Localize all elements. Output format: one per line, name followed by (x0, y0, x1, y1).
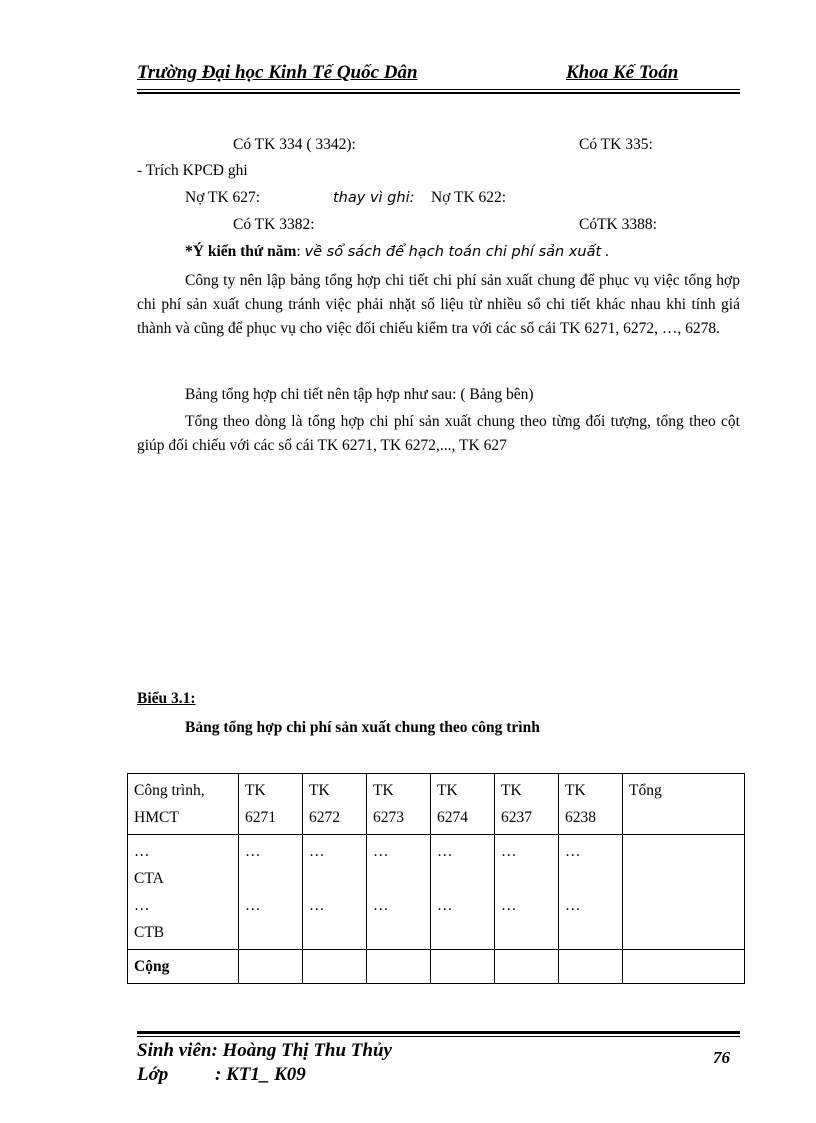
line-no-tk-627: Nợ TK 627: (185, 189, 261, 206)
header-text: TK (501, 782, 522, 799)
header-text: 6271 (245, 809, 276, 826)
page-number: 76 (713, 1048, 730, 1067)
header-cell-tk-6237 (495, 774, 559, 835)
total-cell (623, 950, 745, 984)
body-cell (303, 835, 367, 950)
header-university: Trường Đại học Kinh Tế Quốc Dân (137, 62, 418, 83)
cell-text: … (501, 843, 517, 860)
opinion-end: . (601, 243, 609, 260)
body-cell (367, 835, 431, 950)
table-body-row (128, 835, 745, 950)
header-faculty: Khoa Kế Toán (566, 62, 679, 83)
total-cell (367, 950, 431, 984)
header-text: TK (437, 782, 458, 799)
header-cell-tk-6272 (303, 774, 367, 835)
paragraph-recommendation: Công ty nên lập bảng tổng hợp chi tiết chi phí sản xuất chung để phục vụ việc tổng hợp chi phí sản xuất chung tránh việc phải nhặt số liệu từ nhiều sổ chi tiết khác nhau khi tính giá thành và cũng để phục vụ cho việc đối chiếu kiểm tra với các sổ cái TK 6271, 6272, …, 6278. (137, 272, 740, 337)
table-header-row (128, 774, 745, 835)
body-cell (239, 835, 303, 950)
line-co-tk-3388: CóTK 3388: (579, 216, 657, 233)
header-cell-tk-6273 (367, 774, 431, 835)
header-cell-tk-6238 (559, 774, 623, 835)
header-text: Công trình, (134, 782, 205, 799)
cell-text: … (245, 843, 261, 860)
body-cell-total (623, 835, 745, 950)
header-text: 6273 (373, 809, 404, 826)
total-cell (559, 950, 623, 984)
cell-text: … (373, 897, 389, 914)
body-cell (431, 835, 495, 950)
line-thay-vi-ghi: thay vì ghi: (333, 190, 415, 206)
header-cell-tk-6271 (239, 774, 303, 835)
footer-class (137, 1064, 306, 1086)
footer-class-value: : KT1_ K09 (215, 1064, 306, 1085)
header-text: HMCT (134, 809, 179, 826)
header-text: 6237 (501, 809, 532, 826)
footer-class-label: Lớp (137, 1064, 169, 1085)
opinion-label: *Ý kiến thứ năm (185, 243, 297, 260)
cell-text: … (501, 897, 517, 914)
paragraph-table-intro: Bảng tổng hợp chi tiết nên tập hợp như sau: ( Bảng bên) (185, 386, 534, 403)
cost-summary-table (127, 773, 745, 984)
footer-rule-thick (137, 1031, 740, 1034)
total-cell (431, 950, 495, 984)
cell-text: … (134, 843, 150, 860)
body-cell (559, 835, 623, 950)
cell-text: … (309, 897, 325, 914)
header-rule-thick (137, 92, 740, 94)
cell-text: … (373, 843, 389, 860)
table-title: Bảng tổng hợp chi phí sản xuất chung theo công trình (185, 719, 540, 736)
opinion-text: về sổ sách để hạch toán chi phí sản xuất (304, 244, 602, 260)
header-text: TK (373, 782, 394, 799)
total-cell (495, 950, 559, 984)
header-cell-cong-trinh (128, 774, 239, 835)
cell-text: CTB (134, 924, 165, 941)
opinion-colon: : (296, 243, 305, 260)
cell-text: … (565, 897, 581, 914)
cell-text: … (437, 897, 453, 914)
cell-text: … (437, 843, 453, 860)
total-label: Cộng (128, 950, 239, 984)
header-text: TK (245, 782, 266, 799)
cell-text: … (134, 897, 150, 914)
footer-rule-thin (137, 1036, 740, 1037)
header-text: TK (565, 782, 586, 799)
header-cell-tk-6274 (431, 774, 495, 835)
line-co-tk-334: Có TK 334 ( 3342): (233, 136, 356, 153)
header-text: Tổng (629, 782, 662, 799)
total-cell (303, 950, 367, 984)
cell-text: … (245, 897, 261, 914)
header-cell-tong (623, 774, 745, 835)
header-text: 6274 (437, 809, 468, 826)
cell-text: … (309, 843, 325, 860)
cell-text: … (565, 843, 581, 860)
total-cell (239, 950, 303, 984)
line-co-tk-3382: Có TK 3382: (233, 216, 315, 233)
footer-student: Sinh viên: Hoàng Thị Thu Thủy (137, 1040, 392, 1061)
header-rule-thin (137, 89, 740, 90)
header-text: 6238 (565, 809, 596, 826)
line-trich-kpcd: - Trích KPCĐ ghi (137, 162, 248, 179)
paragraph-totals: Tổng theo dòng là tổng hợp chi phí sản xuất chung theo từng đối tượng, tổng theo cột giúp đối chiếu với các sổ cái TK 6271, TK 6272,..., TK 627 (137, 413, 740, 454)
header-text (629, 804, 738, 831)
line-y-kien-thu-nam (185, 243, 609, 261)
line-no-tk-622: Nợ TK 622: (431, 189, 507, 206)
body-cell-project (128, 835, 239, 950)
table-label: Biểu 3.1: (137, 690, 196, 707)
line-co-tk-335: Có TK 335: (579, 136, 653, 153)
body-cell (495, 835, 559, 950)
cell-text: CTA (134, 870, 164, 887)
header-text: 6272 (309, 809, 340, 826)
table-total-row (128, 950, 745, 984)
header-text: TK (309, 782, 330, 799)
